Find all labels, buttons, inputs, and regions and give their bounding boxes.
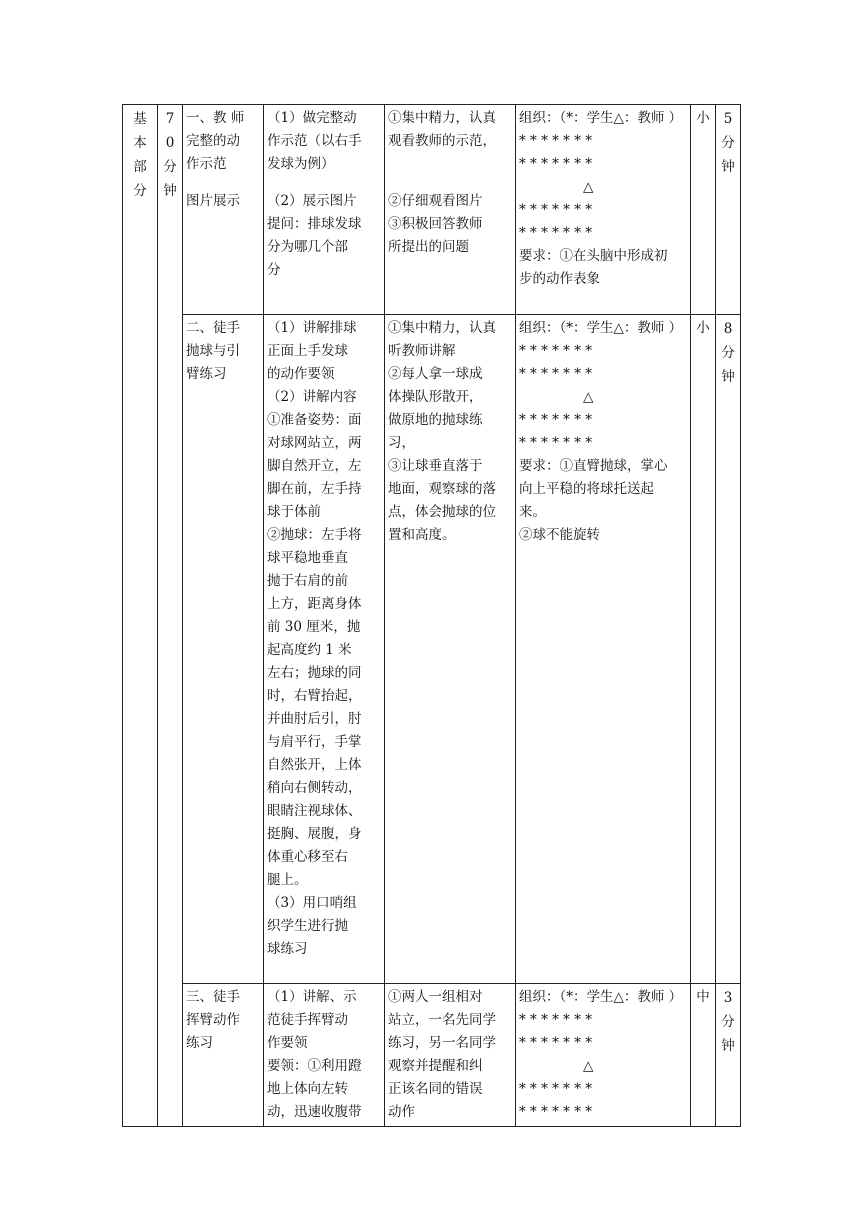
requirement-line: 来。 — [519, 504, 546, 520]
student-activity-cell — [385, 105, 516, 315]
student-line: ①集中精力，认真 — [388, 320, 496, 336]
lesson-plan-page — [122, 104, 741, 1127]
teacher-line: 对球网站立，两 — [267, 435, 362, 451]
time-cell — [716, 105, 741, 315]
teacher-line: 起高度约 1 米 — [267, 642, 352, 658]
intensity-cell — [691, 105, 716, 315]
section-duration-char: 7 — [165, 111, 175, 127]
section-label-char: 部 — [133, 159, 147, 175]
intensity-value: 小 — [696, 110, 710, 126]
teacher-line: 范徒手挥臂动 — [267, 1012, 348, 1028]
organization-header: 组织：（*：学生△：教师 ） — [519, 989, 683, 1005]
content-title-line: 一、教 师 — [186, 110, 245, 126]
student-line: 正该名同的错误 — [388, 1081, 483, 1097]
teacher-line: （2）讲解内容 — [267, 389, 357, 405]
student-formation-row: * * * * * * * — [519, 202, 592, 218]
student-formation-row: * * * * * * * — [519, 412, 592, 428]
content-cell — [183, 984, 264, 1127]
student-line: 习， — [388, 435, 415, 451]
student-line: ③让球垂直落于 — [388, 458, 483, 474]
teacher-line: ①准备姿势：面 — [267, 412, 362, 428]
teacher-line: 的动作要领 — [267, 366, 335, 382]
teacher-line: 上方，距离身体 — [267, 596, 362, 612]
teacher-line: 挺胸、展腹，身 — [267, 826, 362, 842]
requirement-line: 要求：①在头脑中形成初 — [519, 248, 668, 264]
time-cell — [716, 984, 741, 1127]
student-activity-cell — [385, 984, 516, 1127]
student-formation-row: * * * * * * * — [519, 1081, 592, 1097]
teacher-line: 分为哪几个部 — [267, 239, 348, 255]
organization-cell — [516, 315, 691, 984]
content-title-line: 三、徒手 — [186, 989, 240, 1005]
student-line: 做原地的抛球练 — [388, 412, 483, 428]
table-row — [123, 105, 741, 315]
student-line: ①两人一组相对 — [388, 989, 483, 1005]
requirement-line: 要求：①直臂抛球，掌心 — [519, 458, 668, 474]
time-char: 分 — [721, 345, 735, 361]
teacher-line: 眼睛注视球体、 — [267, 803, 362, 819]
student-line: 动作 — [388, 1104, 415, 1120]
student-line: ②仔细观看图片 — [388, 193, 483, 209]
student-formation-row: * * * * * * * — [519, 133, 592, 149]
teacher-line: 地上体向左转 — [267, 1081, 348, 1097]
teacher-line: （3）用口哨组 — [267, 895, 357, 911]
time-char: 3 — [723, 990, 733, 1006]
content-title-line: 作示范 — [186, 156, 227, 172]
student-formation-row: * * * * * * * — [519, 1035, 592, 1051]
student-formation-row: * * * * * * * — [519, 225, 592, 241]
time-char: 5 — [723, 111, 733, 127]
time-char: 钟 — [721, 159, 735, 175]
teacher-line: 自然张开，上体 — [267, 757, 362, 773]
teacher-line: 提问：排球发球 — [267, 216, 362, 232]
time-char: 分 — [721, 1014, 735, 1030]
student-line: 地面，观察球的落 — [388, 481, 496, 497]
teacher-line: 作要领 — [267, 1035, 308, 1051]
content-title-line: 挥臂动作 — [186, 1012, 240, 1028]
teacher-line: 球于体前 — [267, 504, 321, 520]
section-duration-cell — [158, 105, 183, 1127]
table-row — [123, 984, 741, 1127]
teacher-line: 腿上。 — [267, 872, 308, 888]
requirement-line: 步的动作表象 — [519, 271, 600, 287]
content-title-line: 臂练习 — [186, 366, 227, 382]
teacher-line: 正面上手发球 — [267, 343, 348, 359]
teacher-line: 稍向右侧转动， — [267, 780, 362, 796]
teacher-line: （1）讲解、示 — [267, 989, 357, 1005]
teacher-line: 作示范（以右手 — [267, 133, 362, 149]
teacher-line: 脚自然开立，左 — [267, 458, 362, 474]
teacher-line: 脚在前，左手持 — [267, 481, 362, 497]
organization-cell — [516, 984, 691, 1127]
teacher-line: （2）展示图片 — [267, 193, 357, 209]
intensity-cell — [691, 984, 716, 1127]
student-line: 观看教师的示范， — [388, 133, 496, 149]
teacher-position-mark: △ — [583, 179, 594, 195]
student-formation-row: * * * * * * * — [519, 366, 592, 382]
content-title-line: 二、徒手 — [186, 320, 240, 336]
teacher-line: （1）做完整动 — [267, 110, 357, 126]
teacher-line: 球平稳地垂直 — [267, 550, 348, 566]
content-title-line: 图片展示 — [186, 193, 240, 209]
student-formation-row: * * * * * * * — [519, 1012, 592, 1028]
section-label-cell — [123, 105, 158, 1127]
teacher-line: 分 — [267, 262, 281, 278]
teacher-activity-cell — [264, 105, 385, 315]
organization-cell — [516, 105, 691, 315]
student-line: ②每人拿一球成 — [388, 366, 483, 382]
section-duration-char: 钟 — [163, 183, 177, 199]
student-line: 点，体会抛球的位 — [388, 504, 496, 520]
content-title-line: 完整的动 — [186, 133, 240, 149]
requirement-line: ②球不能旋转 — [519, 527, 600, 543]
organization-header: 组织：（*：学生△：教师 ） — [519, 110, 683, 126]
student-line: 练习，另一名同学 — [388, 1035, 496, 1051]
intensity-value: 中 — [696, 989, 710, 1005]
teacher-line: 前 30 厘米，抛 — [267, 619, 361, 635]
teacher-line: （1）讲解排球 — [267, 320, 357, 336]
teacher-activity-cell — [264, 984, 385, 1127]
section-duration-char: 分 — [163, 159, 177, 175]
intensity-value: 小 — [696, 320, 710, 336]
student-formation-row: * * * * * * * — [519, 1104, 592, 1120]
student-line: 体操队形散开， — [388, 389, 483, 405]
teacher-position-mark: △ — [583, 389, 594, 405]
student-formation-row: * * * * * * * — [519, 343, 592, 359]
section-duration-char: 0 — [165, 135, 175, 151]
student-formation-row: * * * * * * * — [519, 435, 592, 451]
teacher-line: 时，右臂抬起， — [267, 688, 362, 704]
table-row — [123, 315, 741, 984]
student-line: 站立，一名先同学 — [388, 1012, 496, 1028]
content-title-line: 抛球与引 — [186, 343, 240, 359]
teacher-line: ②抛球：左手将 — [267, 527, 362, 543]
section-label-char: 基 — [133, 111, 147, 127]
teacher-line: 发球为例） — [267, 156, 335, 172]
student-line: 所提出的问题 — [388, 239, 469, 255]
student-line: ③积极回答教师 — [388, 216, 483, 232]
student-activity-cell — [385, 315, 516, 984]
time-cell — [716, 315, 741, 984]
teacher-activity-cell — [264, 315, 385, 984]
teacher-position-mark: △ — [583, 1058, 594, 1074]
lesson-plan-table — [122, 104, 741, 1127]
content-title-line: 练习 — [186, 1035, 213, 1051]
teacher-line: 体重心移至右 — [267, 849, 348, 865]
student-line: 置和高度。 — [388, 527, 456, 543]
section-label-char: 本 — [133, 135, 147, 151]
content-cell — [183, 315, 264, 984]
teacher-line: 并曲肘后引，肘 — [267, 711, 362, 727]
requirement-line: 向上平稳的将球托送起 — [519, 481, 654, 497]
intensity-cell — [691, 315, 716, 984]
student-line: 观察并提醒和纠 — [388, 1058, 483, 1074]
time-char: 分 — [721, 135, 735, 151]
teacher-line: 抛于右肩的前 — [267, 573, 348, 589]
teacher-line: 织学生进行抛 — [267, 918, 348, 934]
organization-header: 组织：（*：学生△：教师 ） — [519, 320, 683, 336]
student-line: ①集中精力，认真 — [388, 110, 496, 126]
student-formation-row: * * * * * * * — [519, 156, 592, 172]
teacher-line: 球练习 — [267, 941, 308, 957]
time-char: 钟 — [721, 1038, 735, 1054]
student-line: 听教师讲解 — [388, 343, 456, 359]
content-cell — [183, 105, 264, 315]
time-char: 钟 — [721, 369, 735, 385]
teacher-line: 要领：①利用蹬 — [267, 1058, 362, 1074]
teacher-line: 动，迅速收腹带 — [267, 1104, 362, 1120]
section-label-char: 分 — [133, 183, 147, 199]
teacher-line: 与肩平行，手掌 — [267, 734, 362, 750]
teacher-line: 左右；抛球的同 — [267, 665, 362, 681]
time-char: 8 — [723, 321, 733, 337]
